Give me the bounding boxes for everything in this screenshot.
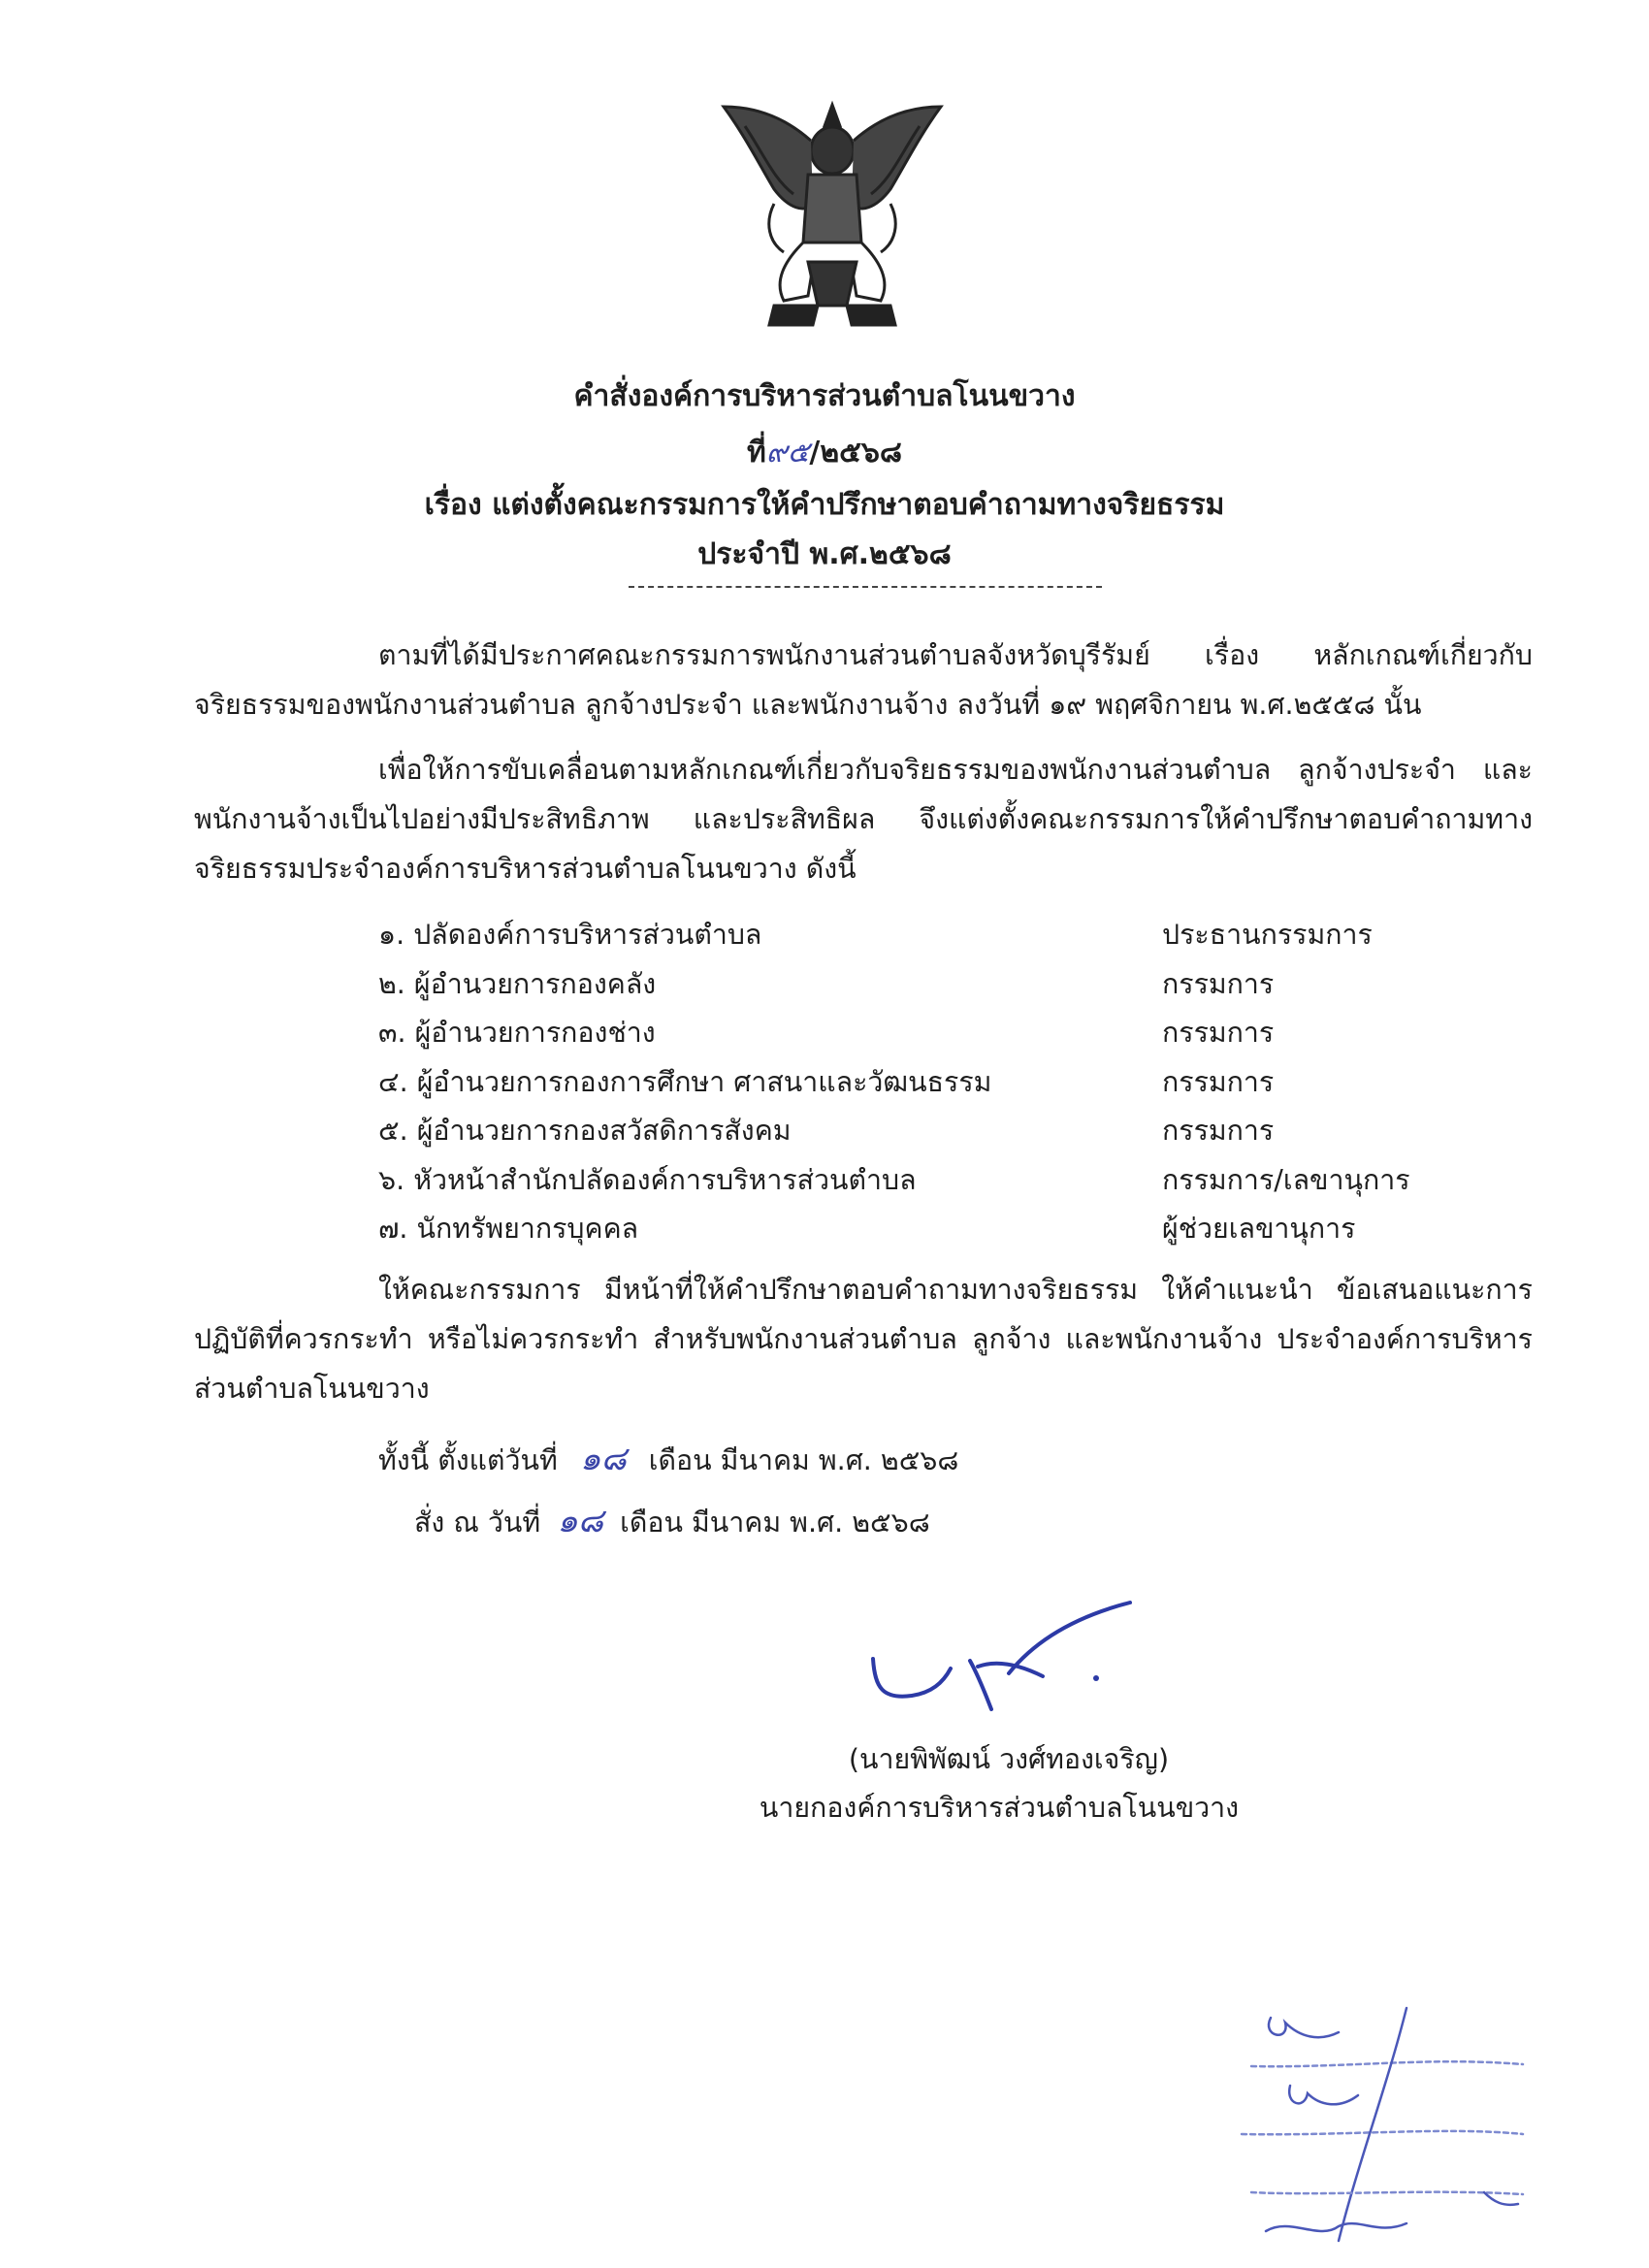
member-name: ๒. ผู้อำนวยการกองคลัง bbox=[378, 967, 657, 1000]
effective-day-handwritten: ๑๘ bbox=[579, 1440, 627, 1478]
order-number-prefix: ที่ bbox=[746, 436, 766, 470]
effective-date-prefix: ทั้งนี้ ตั้งแต่วันที่ bbox=[378, 1444, 558, 1476]
paragraph-3 bbox=[194, 1265, 1533, 1413]
garuda-emblem-icon bbox=[716, 97, 949, 335]
member-role: ผู้ช่วยเลขานุการ bbox=[1162, 1213, 1356, 1245]
member-name: ๗. นักทรัพยากรบุคคล bbox=[378, 1213, 639, 1245]
member-name: ๓. ผู้อำนวยการกองช่าง bbox=[378, 1017, 656, 1049]
member-role: กรรมการ/เลขานุการ bbox=[1162, 1163, 1410, 1196]
list-item bbox=[378, 961, 1542, 1011]
ordered-date bbox=[414, 1494, 930, 1546]
review-initials-mark bbox=[1232, 1998, 1542, 2260]
paragraph-1-text: ตามที่ได้มีประกาศคณะกรรมการพนักงานส่วนตำบลจังหวัดบุรีรัมย์ เรื่อง หลักเกณฑ์เกี่ยวกับจริยธรรมของพนักงานส่วนตำบล ลูกจ้างประจำ และพนักงานจ้าง ลงวันที่ ๑๙ พฤศจิกายน พ.ศ.๒๕๕๘ นั้น bbox=[194, 639, 1533, 721]
member-role: ประธานกรรมการ bbox=[1162, 919, 1373, 951]
paragraph-2-text: เพื่อให้การขับเคลื่อนตามหลักเกณฑ์เกี่ยวกับจริยธรรมของพนักงานส่วนตำบล ลูกจ้างประจำ และพนักงานจ้างเป็นไปอย่างมีประสิทธิภาพ และประสิทธิผล จึงแต่งตั้งคณะกรรมการให้คำปรึกษาตอบคำถามทางจริยธรรมประจำองค์การบริหารส่วนตำบลโนนขวาง ดังนี้ bbox=[194, 754, 1533, 885]
order-subject: เรื่อง แต่งตั้งคณะกรรมการให้คำปรึกษาตอบคำถามทางจริยธรรม bbox=[424, 488, 1225, 522]
order-number-handwritten: ๙๕ bbox=[765, 436, 810, 470]
ordered-date-rest: เดือน มีนาคม พ.ศ. ๒๕๖๘ bbox=[620, 1507, 930, 1539]
list-item bbox=[378, 1108, 1542, 1157]
order-year: ประจำปี พ.ศ.๒๕๖๘ bbox=[697, 537, 952, 571]
list-item bbox=[378, 1059, 1542, 1109]
paragraph-3-text: ให้คณะกรรมการ มีหน้าที่ให้คำปรึกษาตอบคำถามทางจริยธรรม ให้คำแนะนำ ข้อเสนอแนะการปฏิบัติที่ควรกระทำ หรือไม่ควรกระทำ สำหรับพนักงานส่วนตำบล ลูกจ้าง และพนักงานจ้าง ประจำองค์การบริหารส่วนตำบลโนนขวาง bbox=[194, 1274, 1533, 1405]
committee-member-list bbox=[378, 912, 1542, 1255]
paragraph-1 bbox=[194, 631, 1533, 729]
divider bbox=[629, 586, 1102, 588]
member-name: ๕. ผู้อำนวยการกองสวัสดิการสังคม bbox=[378, 1115, 792, 1147]
effective-date-rest: เดือน มีนาคม พ.ศ. ๒๕๖๘ bbox=[648, 1444, 959, 1476]
list-item bbox=[378, 912, 1542, 961]
member-role: กรรมการ bbox=[1162, 1017, 1275, 1049]
member-name: ๑. ปลัดองค์การบริหารส่วนตำบล bbox=[378, 919, 762, 951]
member-role: กรรมการ bbox=[1162, 1065, 1275, 1098]
effective-date bbox=[378, 1432, 958, 1484]
list-item bbox=[378, 1206, 1542, 1255]
order-number-suffix: /๒๕๖๘ bbox=[809, 436, 903, 470]
paragraph-2 bbox=[194, 745, 1533, 893]
ordered-date-prefix: สั่ง ณ วันที่ bbox=[414, 1507, 541, 1539]
list-item bbox=[378, 1157, 1542, 1207]
member-role: กรรมการ bbox=[1162, 1115, 1275, 1147]
order-title: คำสั่งองค์การบริหารส่วนตำบลโนนขวาง bbox=[573, 379, 1076, 413]
signatory-name: (นายพิพัฒน์ วงศ์ทองเจริญ) bbox=[848, 1743, 1170, 1775]
member-name: ๔. ผู้อำนวยการกองการศึกษา ศาสนาและวัฒนธรรม bbox=[378, 1065, 992, 1098]
signatory-position: นายกองค์การบริหารส่วนตำบลโนนขวาง bbox=[759, 1792, 1240, 1824]
ordered-day-handwritten: ๑๘ bbox=[557, 1502, 604, 1540]
member-name: ๖. หัวหน้าสำนักปลัดองค์การบริหารส่วนตำบล bbox=[378, 1163, 917, 1196]
member-role: กรรมการ bbox=[1162, 967, 1275, 1000]
signature-mark bbox=[854, 1591, 1145, 1727]
list-item bbox=[378, 1010, 1542, 1059]
order-number bbox=[0, 430, 1649, 475]
